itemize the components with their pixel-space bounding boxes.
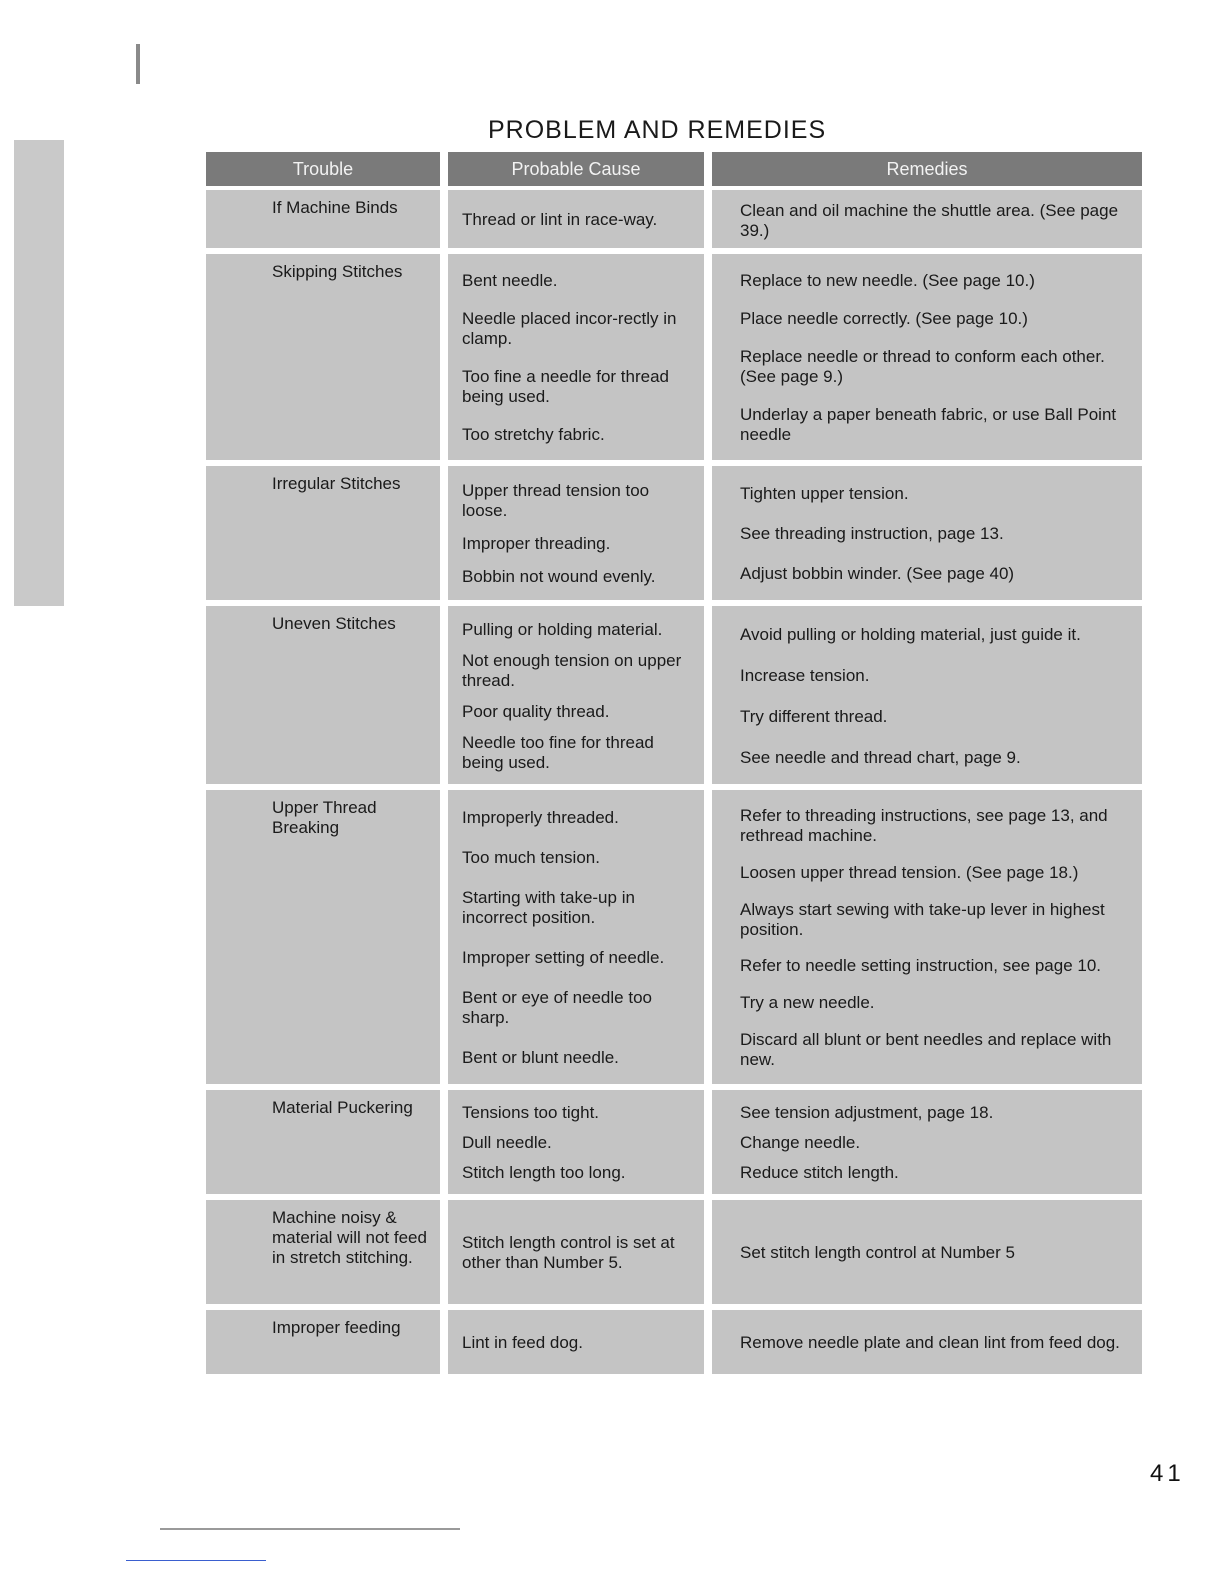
remedy-item: Change needle. bbox=[740, 1133, 861, 1152]
remedy-item: Replace needle or thread to conform each other. (See page 9.) bbox=[740, 347, 1105, 386]
cause-item: Pulling or holding material. bbox=[462, 619, 663, 639]
trouble-cell: Machine noisy & material will not feed in stretch stitching. bbox=[206, 1200, 440, 1304]
cause-cell bbox=[448, 190, 704, 248]
remedy-item: Loosen upper thread tension. (See page 18.) bbox=[740, 862, 1079, 882]
remedy-cell bbox=[712, 254, 1142, 460]
cause-item: Bobbin not wound evenly. bbox=[462, 567, 656, 587]
trouble-cell: Upper Thread Breaking bbox=[206, 790, 440, 1084]
remedy-item: See threading instruction, page 13. bbox=[740, 524, 1004, 543]
remedy-item: Underlay a paper beneath fabric, or use Ball Point needle bbox=[740, 405, 1117, 444]
cause-item: Starting with take-up in incorrect position. bbox=[462, 888, 635, 927]
cause-item: Bent needle. bbox=[462, 271, 558, 290]
remedy-cell bbox=[712, 1090, 1142, 1194]
header-probable-cause: Probable Cause bbox=[448, 152, 704, 186]
remedy-item: Try different thread. bbox=[740, 706, 888, 726]
cause-item: Tensions too tight. bbox=[462, 1103, 600, 1122]
remedy-item: Remove needle plate and clean lint from feed dog. bbox=[740, 1333, 1120, 1352]
table-row bbox=[206, 190, 1150, 248]
cause-cell bbox=[448, 254, 704, 460]
remedy-cell bbox=[712, 1200, 1142, 1304]
remedy-item: Tighten upper tension. bbox=[740, 484, 909, 503]
trouble-cell: Irregular Stitches bbox=[206, 466, 440, 600]
remedy-cell bbox=[712, 1310, 1142, 1374]
remedy-item: Refer to needle setting instruction, see page 10. bbox=[740, 956, 1102, 976]
table-row bbox=[206, 254, 1150, 460]
remedy-item: See needle and thread chart, page 9. bbox=[740, 747, 1021, 767]
scan-edge-strip bbox=[14, 140, 64, 606]
remedy-item: Always start sewing with take-up lever in highest position. bbox=[740, 899, 1105, 939]
page-number: 41 bbox=[1150, 1460, 1185, 1487]
cause-item: Not enough tension on upper thread. bbox=[462, 650, 682, 690]
cause-item: Thread or lint in race-way. bbox=[462, 210, 658, 229]
trouble-cell: Material Puckering bbox=[206, 1090, 440, 1194]
cause-item: Dull needle. bbox=[462, 1133, 552, 1152]
trouble-cell: Uneven Stitches bbox=[206, 606, 440, 784]
remedy-item: Place needle correctly. (See page 10.) bbox=[740, 309, 1028, 328]
bottom-rule bbox=[160, 1528, 460, 1530]
cause-item: Improper setting of needle. bbox=[462, 948, 665, 967]
remedy-cell bbox=[712, 190, 1142, 248]
bottom-link-rule bbox=[126, 1560, 266, 1561]
remedy-item: See tension adjustment, page 18. bbox=[740, 1103, 994, 1122]
cause-item: Upper thread tension too loose. bbox=[462, 480, 650, 520]
table-row bbox=[206, 1310, 1150, 1374]
remedy-item: Refer to threading instructions, see page 13, and rethread machine. bbox=[740, 806, 1108, 846]
cause-item: Too fine a needle for thread being used. bbox=[462, 367, 669, 406]
remedy-item: Reduce stitch length. bbox=[740, 1163, 899, 1182]
remedy-item: Clean and oil machine the shuttle area. (See page 39.) bbox=[740, 201, 1119, 240]
cause-item: Lint in feed dog. bbox=[462, 1333, 583, 1352]
cause-item: Improper threading. bbox=[462, 533, 611, 553]
cause-item: Stitch length too long. bbox=[462, 1163, 626, 1182]
cause-item: Bent or eye of needle too sharp. bbox=[462, 988, 652, 1027]
trouble-cell: If Machine Binds bbox=[206, 190, 440, 248]
remedy-item: Avoid pulling or holding material, just guide it. bbox=[740, 624, 1081, 644]
remedy-cell bbox=[712, 466, 1142, 600]
remedy-item: Try a new needle. bbox=[740, 992, 875, 1012]
table-row bbox=[206, 606, 1150, 784]
cause-item: Bent or blunt needle. bbox=[462, 1048, 619, 1067]
remedy-cell bbox=[712, 790, 1142, 1084]
header-remedies: Remedies bbox=[712, 152, 1142, 186]
remedy-item: Increase tension. bbox=[740, 665, 870, 685]
remedy-cell bbox=[712, 606, 1142, 784]
scan-mark bbox=[136, 44, 140, 84]
cause-item: Improperly threaded. bbox=[462, 808, 619, 827]
trouble-cell: Skipping Stitches bbox=[206, 254, 440, 460]
cause-item: Needle too fine for thread being used. bbox=[462, 732, 654, 772]
cause-item: Too much tension. bbox=[462, 848, 600, 867]
cause-item: Too stretchy fabric. bbox=[462, 425, 605, 444]
remedy-item: Replace to new needle. (See page 10.) bbox=[740, 271, 1035, 290]
cause-cell bbox=[448, 1310, 704, 1374]
cause-item: Needle placed incor-rectly in clamp. bbox=[462, 309, 677, 348]
cause-cell bbox=[448, 790, 704, 1084]
table-header-row bbox=[206, 152, 1150, 186]
cause-cell bbox=[448, 1090, 704, 1194]
cause-cell bbox=[448, 1200, 704, 1304]
table-row bbox=[206, 466, 1150, 600]
cause-item: Poor quality thread. bbox=[462, 701, 610, 721]
header-trouble: Trouble bbox=[206, 152, 440, 186]
troubleshooting-table bbox=[206, 152, 1150, 1380]
table-row bbox=[206, 790, 1150, 1084]
table-row bbox=[206, 1090, 1150, 1194]
remedy-item: Discard all blunt or bent needles and replace with new. bbox=[740, 1029, 1112, 1069]
cause-cell bbox=[448, 466, 704, 600]
cause-item: Stitch length control is set at other than Number 5. bbox=[462, 1233, 675, 1272]
cause-cell bbox=[448, 606, 704, 784]
page-title: PROBLEM AND REMEDIES bbox=[488, 116, 827, 144]
remedy-item: Adjust bobbin winder. (See page 40) bbox=[740, 564, 1015, 583]
remedy-item: Set stitch length control at Number 5 bbox=[740, 1243, 1015, 1262]
trouble-cell: Improper feeding bbox=[206, 1310, 440, 1374]
table-row bbox=[206, 1200, 1150, 1304]
